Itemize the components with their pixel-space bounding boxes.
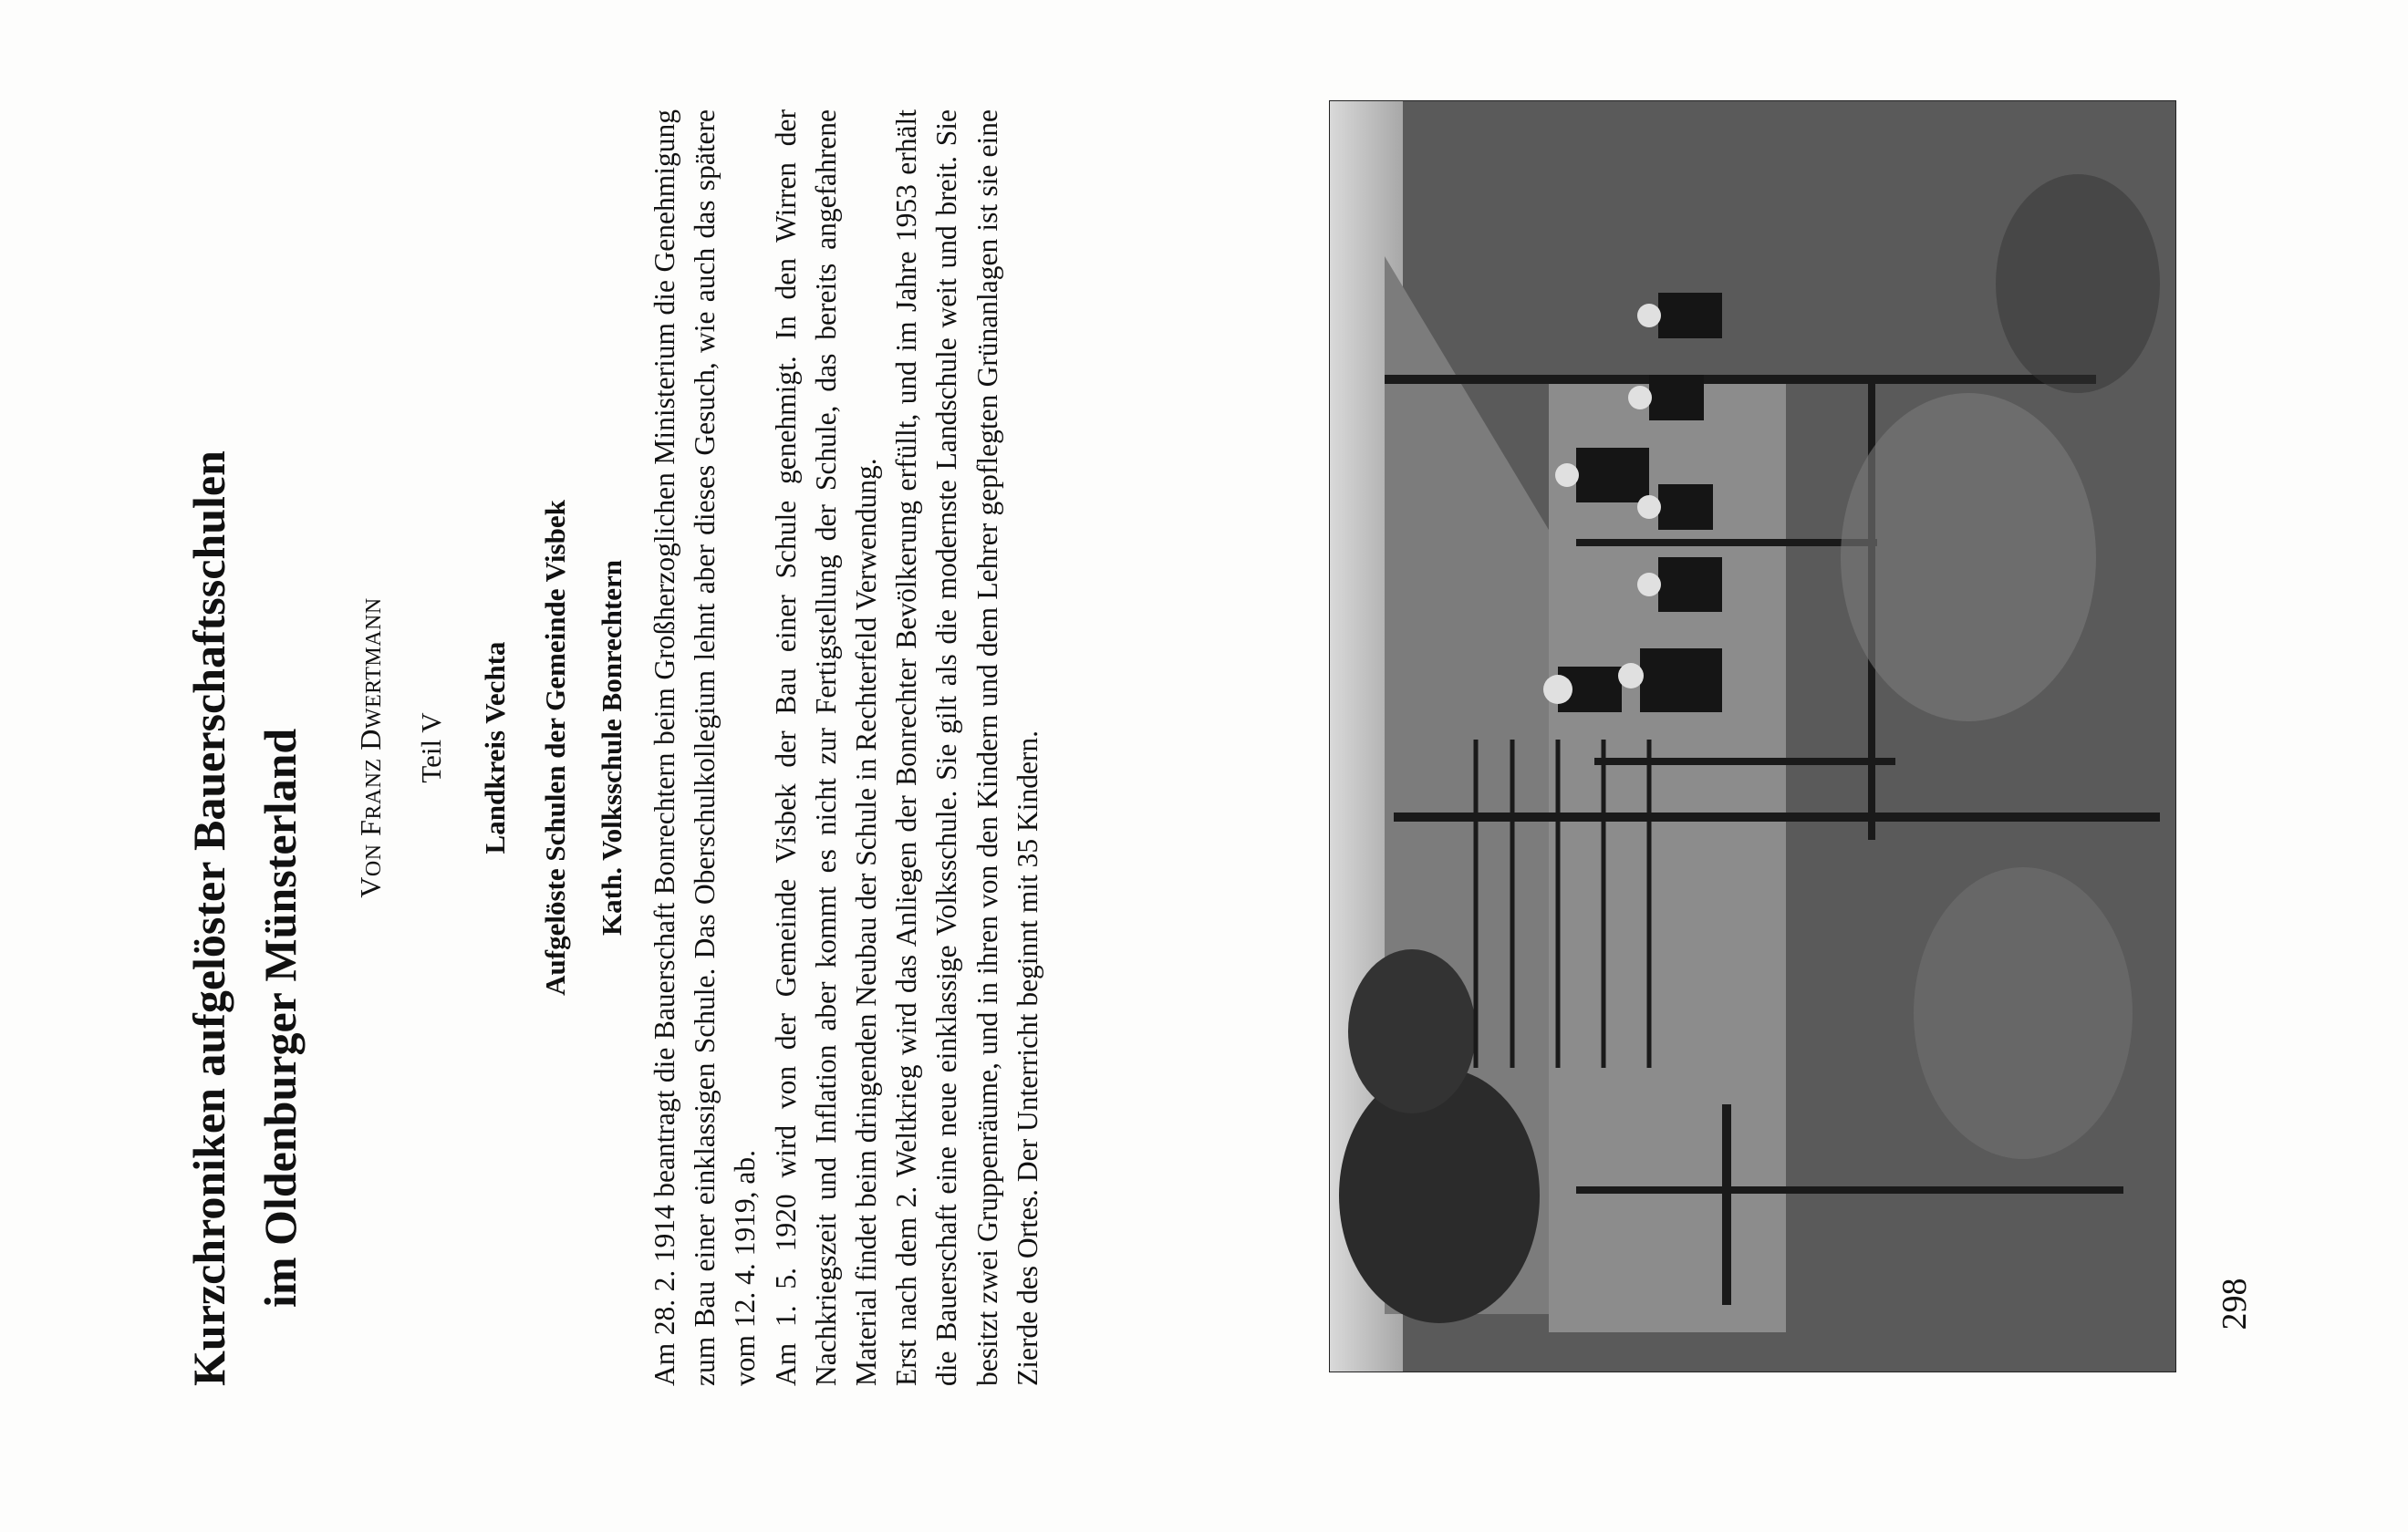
page-number: 298: [2216, 1278, 2254, 1330]
author-first-initial: F: [354, 819, 387, 836]
article-title: [146, 109, 316, 1386]
byline-prefix-initial: V: [354, 876, 387, 898]
author-last-initial: D: [354, 729, 387, 750]
paragraph-1: Am 28. 2. 1914 beantragt die Bauerschaft Bonrechtern beim Großherzoglichen Ministerium die Genehmigung zum Bau einer einklassigen Schule. Das Oberschulkollegium lehnt aber dieses Gesuch, wie auch das spätere vom 12. 4. 1919, ab.: [649, 109, 762, 1386]
byline: [354, 109, 388, 1386]
photo-illustration: [1330, 101, 2175, 1372]
title-line-1: Kurzchroniken aufgelöster Bauerschaftsschulen: [183, 450, 234, 1386]
paragraph-3: Erst nach dem 2. Weltkrieg wird das Anliegen der Bonrechter Bevölkerung erfüllt, und im Jahre 1953 erhält die Bauerschaft eine neue einklassige Volksschule. Sie gilt als die modernste Landschule weit und breit. Sie besitzt zwei Gruppenräume, und in ihren von den Kindern und dem Lehrer gepflegten Grünanlagen ist sie eine Zierde des Ortes. Der Unterricht beginnt mit 35 Kindern.: [890, 109, 1043, 1386]
part-label: Teil V: [415, 712, 447, 783]
article-text-block: [146, 109, 1277, 1386]
district-heading: Landkreis Vechta: [479, 641, 511, 854]
school-heading: Kath. Volksschule Bonrechtern: [596, 560, 628, 936]
author-first-rest: RANZ: [362, 758, 386, 820]
school-photograph: [1329, 100, 2176, 1372]
section-heading: Aufgelöste Schulen der Gemeinde Visbek: [539, 500, 571, 996]
paragraph-2: Am 1. 5. 1920 wird von der Gemeinde Visbek der Bau einer Schule genehmigt. In den Wirren der Nachkriegszeit und Inflation aber kommt es nicht zur Fertigstellung der Schule, das bereits angefahrene Material findet beim dringenden Neubau der Schule in Rechterfeld Verwendung.: [769, 109, 883, 1386]
article-body: [645, 109, 1048, 1386]
byline-prefix-rest: ON: [362, 844, 386, 877]
author-last-rest: WERTMANN: [362, 597, 386, 730]
title-line-2: im Oldenburger Münsterland: [254, 728, 306, 1308]
